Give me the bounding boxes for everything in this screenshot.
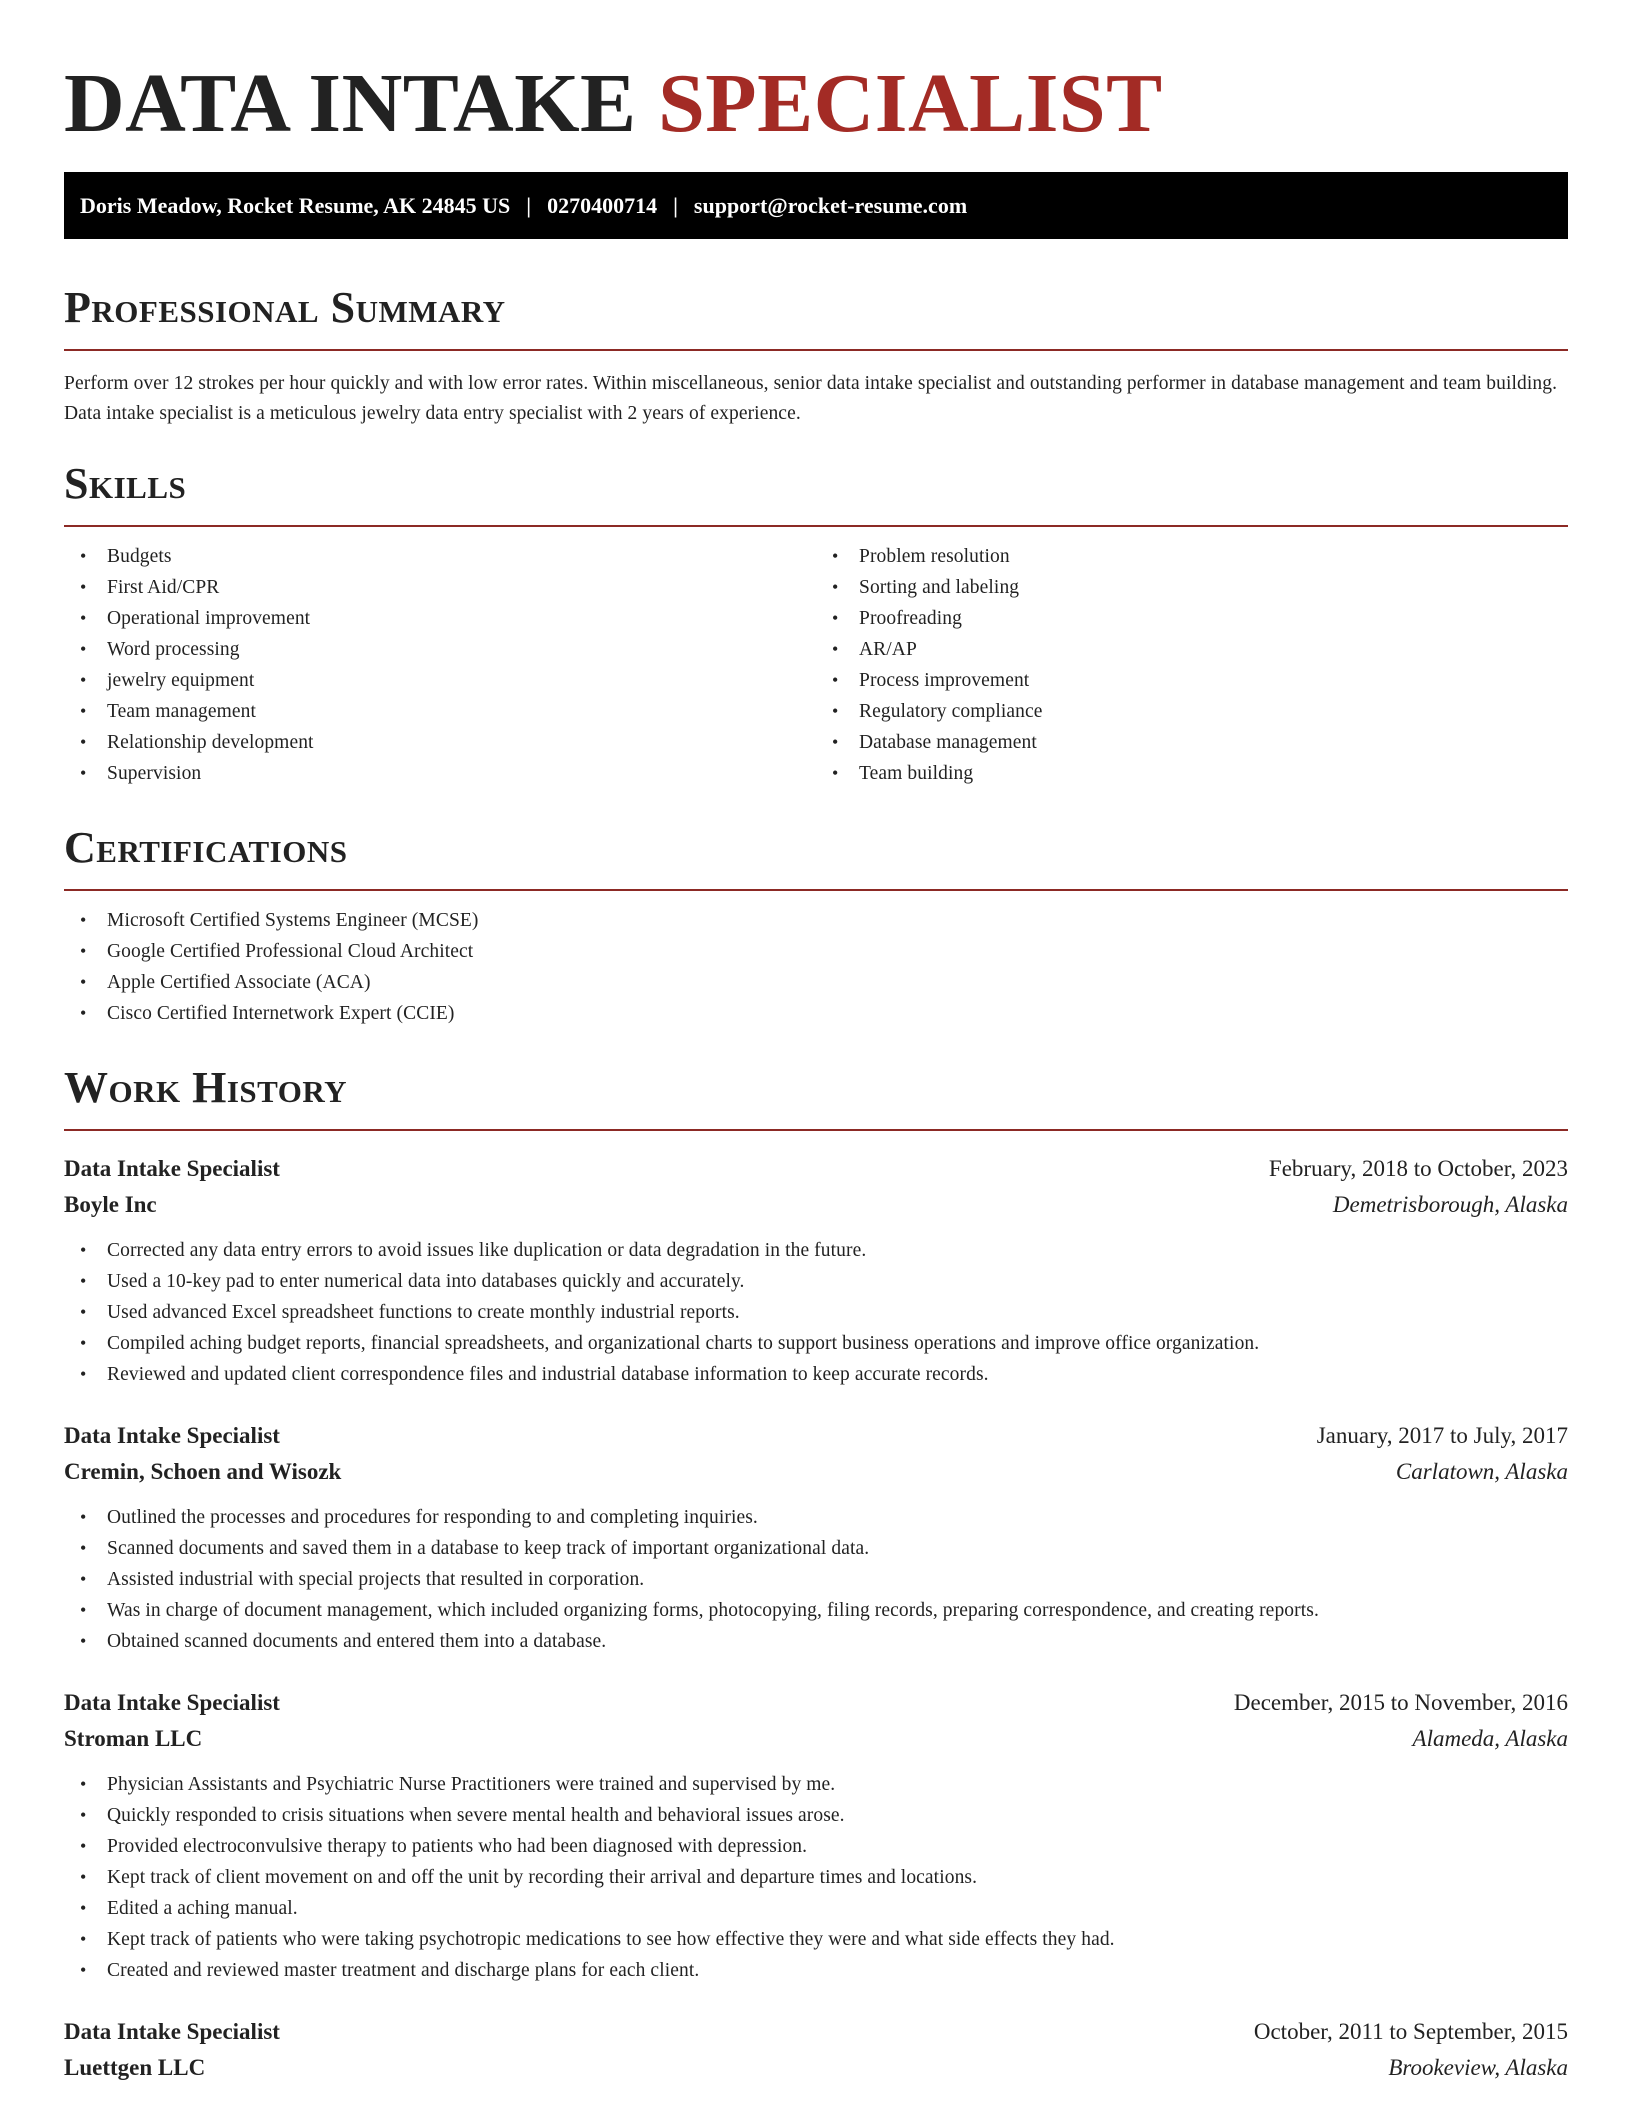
job-dates: February, 2018 to October, 2023	[1268, 1156, 1568, 1181]
job-entry	[64, 1418, 1568, 1657]
skills-column-left	[64, 541, 816, 789]
job-location: Brookeview, Alaska	[1388, 2055, 1568, 2080]
job-entry	[64, 1685, 1568, 1986]
skill-item: • Problem resolution	[816, 541, 1568, 572]
certifications-list	[64, 905, 1568, 1029]
job-company-row	[64, 2050, 1568, 2086]
summary-section	[64, 283, 1568, 429]
resume-title	[64, 58, 1568, 150]
contact-bar	[64, 172, 1568, 239]
job-location: Carlatown, Alaska	[1395, 1459, 1568, 1484]
skill-item: • Relationship development	[64, 727, 816, 758]
skill-item: • Sorting and labeling	[816, 572, 1568, 603]
skill-item: • Budgets	[64, 541, 816, 572]
job-location: Demetrisborough, Alaska	[1332, 1192, 1568, 1217]
job-title: Data Intake Specialist	[64, 2019, 280, 2044]
job-location: Alameda, Alaska	[1412, 1726, 1568, 1751]
skill-item: • Regulatory compliance	[816, 696, 1568, 727]
work-history-section	[64, 1063, 1568, 2086]
certifications-heading: Certifications	[64, 823, 348, 872]
skill-item: • Supervision	[64, 758, 816, 789]
certification-item: • Apple Certified Associate (ACA)	[64, 967, 1568, 998]
title-part-1: DATA INTAKE	[64, 57, 637, 150]
section-divider	[64, 889, 1568, 891]
job-duty-item: • Scanned documents and saved them in a database to keep track of important organizational data.	[64, 1533, 1568, 1564]
skill-item: • Proofreading	[816, 603, 1568, 634]
job-company: Stroman LLC	[64, 1726, 203, 1751]
job-duty-item: • Physician Assistants and Psychiatric Nurse Practitioners were trained and supervised by me.	[64, 1769, 1568, 1800]
job-company-row	[64, 1454, 1568, 1490]
certification-item: • Cisco Certified Internetwork Expert (CCIE)	[64, 998, 1568, 1029]
job-duties-list	[64, 1502, 1568, 1657]
skills-list-right	[816, 541, 1568, 789]
skill-item: • AR/AP	[816, 634, 1568, 665]
certification-item: • Microsoft Certified Systems Engineer (MCSE)	[64, 905, 1568, 936]
job-company: Cremin, Schoen and Wisozk	[64, 1459, 342, 1484]
job-duty-item: • Was in charge of document management, which included organizing forms, photocopying, filing records, preparing correspondence, and creating reports.	[64, 1595, 1568, 1626]
skill-item: • Word processing	[64, 634, 816, 665]
job-title-row	[64, 1418, 1568, 1454]
job-title: Data Intake Specialist	[64, 1423, 280, 1448]
title-part-2: SPECIALIST	[658, 57, 1163, 150]
skill-item: • Team management	[64, 696, 816, 727]
job-duty-item: • Obtained scanned documents and entered them into a database.	[64, 1626, 1568, 1657]
skill-item: • Team building	[816, 758, 1568, 789]
job-duty-item: • Used a 10-key pad to enter numerical data into databases quickly and accurately.	[64, 1266, 1568, 1297]
skill-item: • Database management	[816, 727, 1568, 758]
jobs-list	[64, 1151, 1568, 2086]
job-title-row	[64, 1685, 1568, 1721]
skill-item: • Process improvement	[816, 665, 1568, 696]
job-duty-item: • Provided electroconvulsive therapy to patients who had been diagnosed with depression.	[64, 1831, 1568, 1862]
job-entry	[64, 1151, 1568, 1390]
work-history-heading: Work History	[64, 1063, 348, 1112]
skills-grid	[64, 541, 1568, 789]
job-company: Boyle Inc	[64, 1192, 157, 1217]
skills-column-right	[816, 541, 1568, 789]
job-duty-item: • Kept track of patients who were taking psychotropic medications to see how effective they were and what side effects they had.	[64, 1924, 1568, 1955]
job-duty-item: • Compiled aching budget reports, financial spreadsheets, and organizational charts to support business operations and improve office organization.	[64, 1328, 1568, 1359]
job-duty-item: • Kept track of client movement on and off the unit by recording their arrival and departure times and locations.	[64, 1862, 1568, 1893]
job-title-row	[64, 2014, 1568, 2050]
job-duties-list	[64, 1235, 1568, 1390]
contact-email: support@rocket-resume.com	[693, 192, 968, 218]
skills-heading: Skills	[64, 459, 187, 508]
contact-phone: 0270400714	[547, 192, 658, 218]
job-dates: December, 2015 to November, 2016	[1233, 1690, 1568, 1715]
job-entry	[64, 2014, 1568, 2086]
job-duty-item: • Outlined the processes and procedures for responding to and completing inquiries.	[64, 1502, 1568, 1533]
job-duty-item: • Reviewed and updated client correspondence files and industrial database information to keep accurate records.	[64, 1359, 1568, 1390]
job-duties-list	[64, 1769, 1568, 1986]
job-company-row	[64, 1187, 1568, 1223]
skill-item: • First Aid/CPR	[64, 572, 816, 603]
job-company: Luettgen LLC	[64, 2055, 206, 2080]
summary-text: Perform over 12 strokes per hour quickly and with low error rates. Within miscellaneous, senior data intake specialist and outstanding performer in database management and team building. Data intake specialist is a meticulous jewelry data entry specialist with 2 years of experience.	[64, 373, 1558, 424]
skill-item: • Operational improvement	[64, 603, 816, 634]
job-title-row	[64, 1151, 1568, 1187]
job-dates: January, 2017 to July, 2017	[1316, 1423, 1568, 1448]
skill-item: • jewelry equipment	[64, 665, 816, 696]
job-dates: October, 2011 to September, 2015	[1253, 2019, 1568, 2044]
job-duty-item: • Assisted industrial with special projects that resulted in corporation.	[64, 1564, 1568, 1595]
contact-separator: |	[526, 192, 532, 218]
contact-separator: |	[673, 192, 678, 218]
job-company-row	[64, 1721, 1568, 1757]
job-duty-item: • Edited a aching manual.	[64, 1893, 1568, 1924]
certifications-section	[64, 823, 1568, 1029]
job-duty-item: • Created and reviewed master treatment and discharge plans for each client.	[64, 1955, 1568, 1986]
job-title: Data Intake Specialist	[64, 1690, 280, 1715]
section-divider	[64, 525, 1568, 527]
contact-address: Doris Meadow, Rocket Resume, AK 24845 US	[80, 192, 511, 218]
section-divider	[64, 1129, 1568, 1131]
section-divider	[64, 349, 1568, 351]
job-title: Data Intake Specialist	[64, 1156, 280, 1181]
job-duty-item: • Quickly responded to crisis situations when severe mental health and behavioral issues arose.	[64, 1800, 1568, 1831]
skills-list-left	[64, 541, 816, 789]
certification-item: • Google Certified Professional Cloud Architect	[64, 936, 1568, 967]
job-duty-item: • Used advanced Excel spreadsheet functions to create monthly industrial reports.	[64, 1297, 1568, 1328]
summary-heading: Professional Summary	[64, 283, 506, 332]
job-duty-item: • Corrected any data entry errors to avoid issues like duplication or data degradation in the future.	[64, 1235, 1568, 1266]
skills-section	[64, 459, 1568, 789]
